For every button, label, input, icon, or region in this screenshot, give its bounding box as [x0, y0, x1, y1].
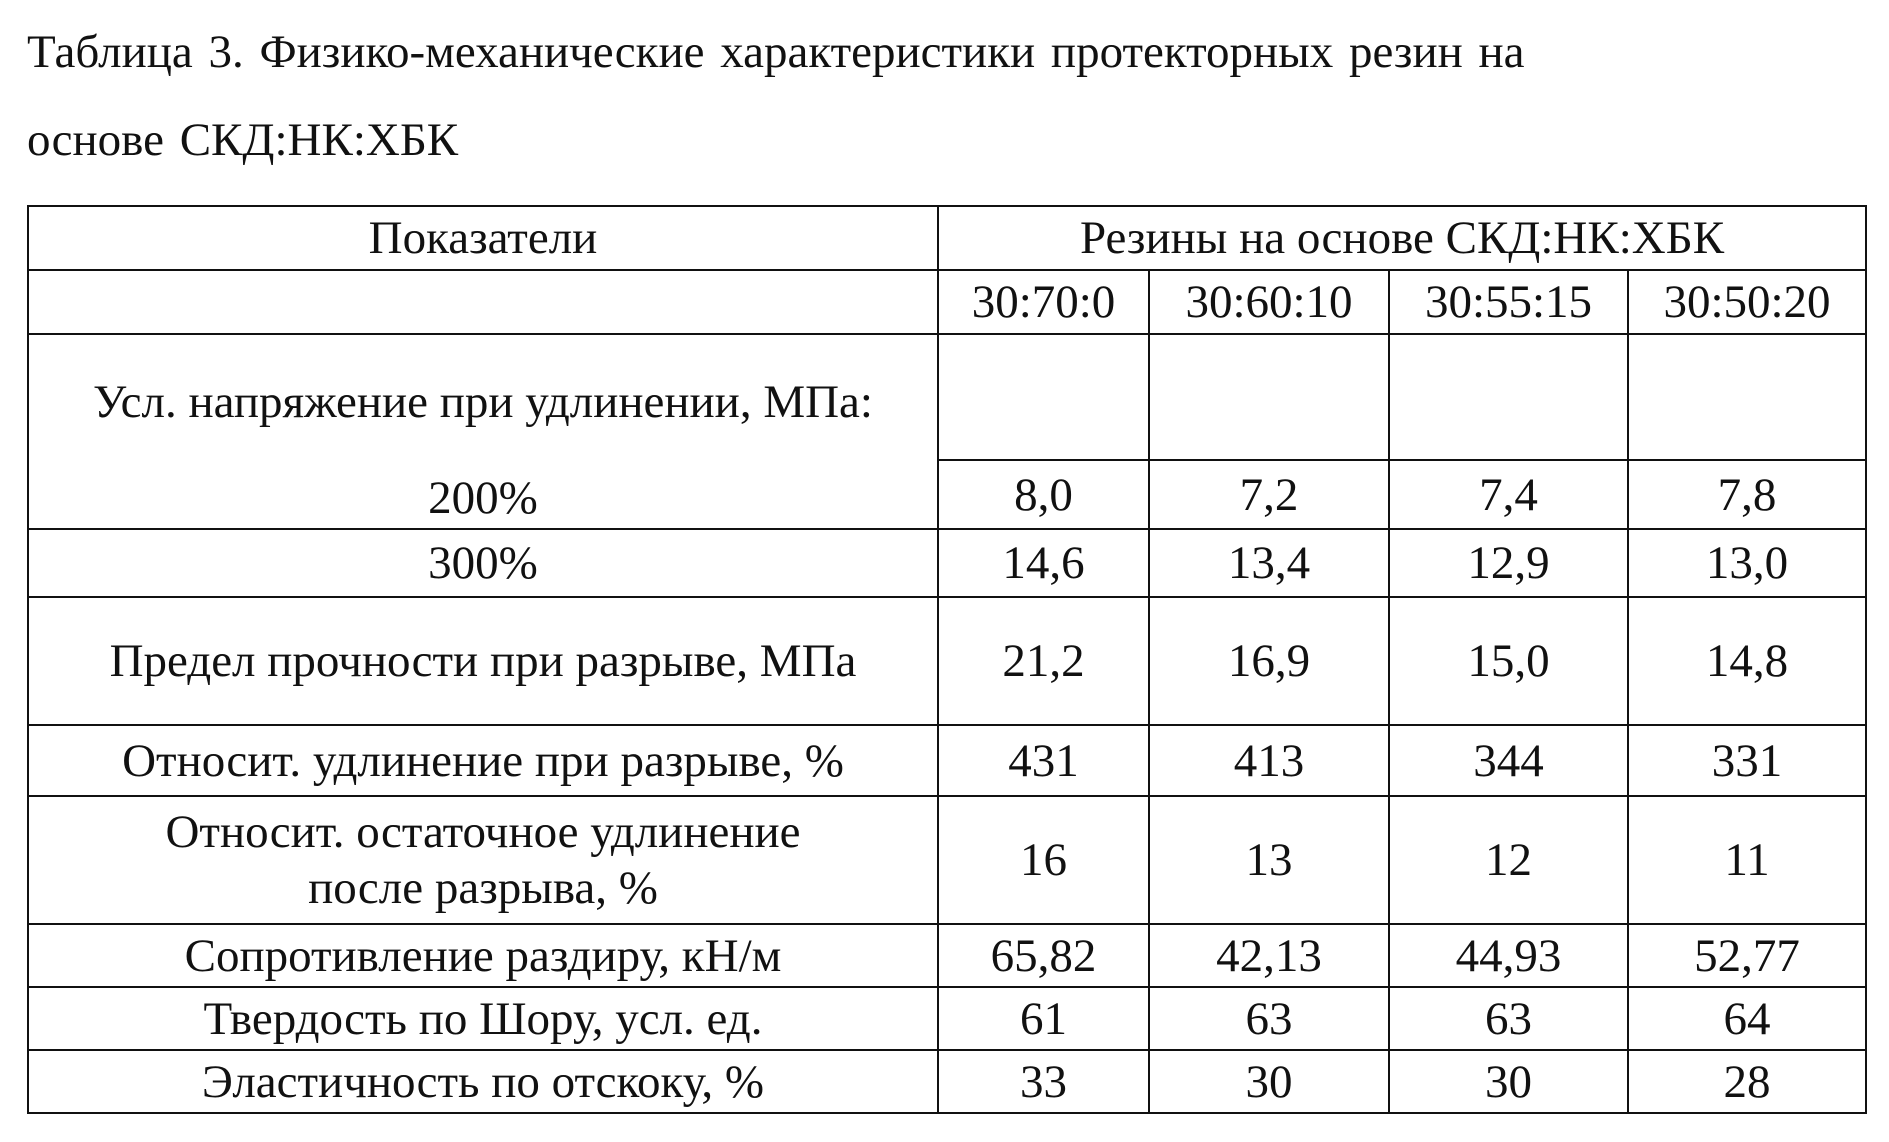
empty-cell — [938, 334, 1149, 460]
header-indicators: Показатели — [28, 206, 938, 270]
caption-line-1: Таблица 3. Физико-механические характеристики протекторных резин на — [27, 26, 1525, 78]
table-row — [28, 725, 1866, 796]
value-cell: 30 — [1149, 1050, 1389, 1113]
value-cell: 52,77 — [1628, 924, 1866, 987]
value-cell: 63 — [1149, 987, 1389, 1050]
table-row — [28, 987, 1866, 1050]
value-cell: 63 — [1389, 987, 1628, 1050]
value-cell: 413 — [1149, 725, 1389, 796]
value-cell: 13 — [1149, 796, 1389, 924]
value-cell: 12,9 — [1389, 529, 1628, 597]
tensile-label: Предел прочности при разрыве, МПа — [28, 597, 938, 725]
table-caption — [27, 8, 1865, 184]
value-cell: 61 — [938, 987, 1149, 1050]
composition-1: 30:70:0 — [938, 270, 1149, 334]
value-cell: 16 — [938, 796, 1149, 924]
composition-2: 30:60:10 — [1149, 270, 1389, 334]
value-cell: 16,9 — [1149, 597, 1389, 725]
tear-label: Сопротивление раздиру, кН/м — [28, 924, 938, 987]
residual-label: Относит. остаточное удлинение после разрыва, % — [28, 796, 938, 924]
value-cell: 12 — [1389, 796, 1628, 924]
properties-table — [27, 205, 1867, 1114]
empty-cell — [1389, 334, 1628, 460]
empty-cell — [1628, 334, 1866, 460]
caption-line-2: основе СКД:НК:ХБК — [27, 114, 459, 166]
composition-4: 30:50:20 — [1628, 270, 1866, 334]
composition-3: 30:55:15 — [1389, 270, 1628, 334]
header-group: Резины на основе СКД:НК:ХБК — [938, 206, 1866, 270]
value-cell: 344 — [1389, 725, 1628, 796]
table-row — [28, 796, 1866, 924]
composition-row — [28, 270, 1866, 334]
value-cell: 14,8 — [1628, 597, 1866, 725]
value-cell: 15,0 — [1389, 597, 1628, 725]
resilience-label: Эластичность по отскоку, % — [28, 1050, 938, 1113]
hardness-label: Твердость по Шору, усл. ед. — [28, 987, 938, 1050]
stress-300-label: 300% — [28, 529, 938, 597]
table-row — [28, 597, 1866, 725]
value-cell: 7,2 — [1149, 460, 1389, 529]
value-cell: 42,13 — [1149, 924, 1389, 987]
value-cell: 33 — [938, 1050, 1149, 1113]
value-cell: 30 — [1389, 1050, 1628, 1113]
value-cell: 7,4 — [1389, 460, 1628, 529]
header-blank-cell — [28, 270, 938, 334]
value-cell: 13,0 — [1628, 529, 1866, 597]
elongation-label: Относит. удлинение при разрыве, % — [28, 725, 938, 796]
value-cell: 7,8 — [1628, 460, 1866, 529]
table-row — [28, 334, 1866, 460]
stress-label: Усл. напряжение при удлинении, МПа: — [93, 375, 873, 428]
table-row — [28, 529, 1866, 597]
value-cell: 44,93 — [1389, 924, 1628, 987]
value-cell: 28 — [1628, 1050, 1866, 1113]
header-row — [28, 206, 1866, 270]
stress-label-cell — [28, 334, 938, 529]
value-cell: 331 — [1628, 725, 1866, 796]
value-cell: 65,82 — [938, 924, 1149, 987]
value-cell: 64 — [1628, 987, 1866, 1050]
table-row — [28, 924, 1866, 987]
value-cell: 13,4 — [1149, 529, 1389, 597]
value-cell: 21,2 — [938, 597, 1149, 725]
value-cell: 8,0 — [938, 460, 1149, 529]
stress-200-label: 200% — [428, 472, 538, 524]
empty-cell — [1149, 334, 1389, 460]
value-cell: 14,6 — [938, 529, 1149, 597]
table-row — [28, 1050, 1866, 1113]
value-cell: 431 — [938, 725, 1149, 796]
value-cell: 11 — [1628, 796, 1866, 924]
